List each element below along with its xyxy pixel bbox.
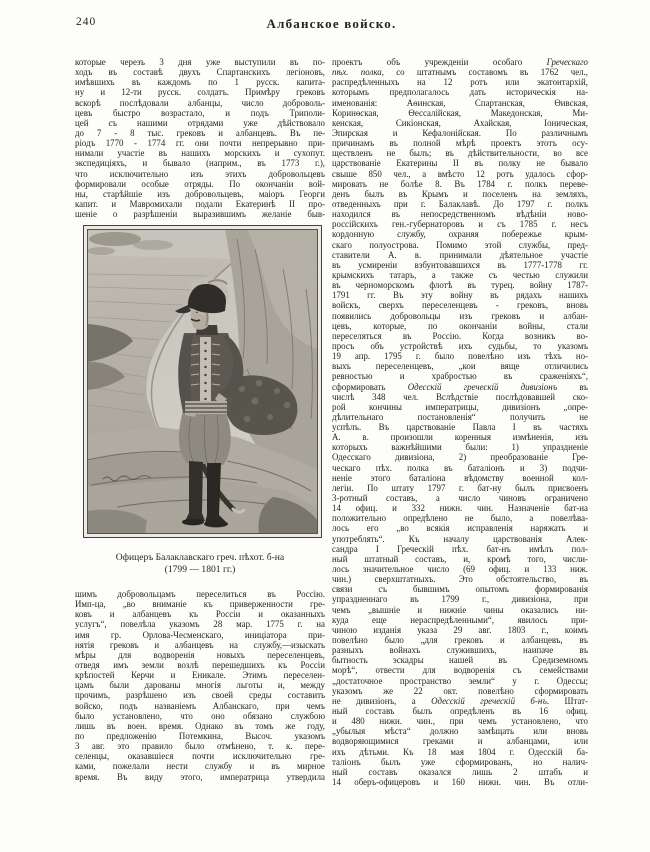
text-line: 14 оберъ-офицеровъ и 160 нижн. чин. Въ отли-: [332, 776, 588, 787]
text-line: распредѣленныхъ на 12 ротъ или экатонтархій,: [332, 77, 588, 88]
text-line: успѣлъ. Въ царствованіе Павла I въ частяхъ: [332, 422, 588, 433]
text-line: ну и 12-ти русск. солдатъ. Примѣру грековъ: [75, 87, 325, 98]
text-line: формировали особые отряды. По окончаніи вой-: [75, 178, 325, 189]
text-line: морѣ“, отвести для водворенія съ семействами: [332, 665, 588, 676]
text-line: отведенныхъ при г. Балаклавѣ. До 1797 г. полкъ: [332, 198, 588, 209]
text-line: Коринѳская, Ѳессалійская, Македонская, Ми-: [332, 107, 588, 118]
text-line: бытность эскадры нашей въ Средиземномъ: [332, 655, 588, 666]
text-line: кенская, Сикіонская, Ахайская, Іоническая,: [332, 117, 588, 128]
text-line: разныхъ войнахъ служившихъ, наипаче въ: [332, 645, 588, 656]
text-line: переселяться въ Россію. Когда возникъ во-: [332, 330, 588, 341]
text-line: 3 авг. это правило было отмѣнено, т. к. пере-: [75, 741, 325, 752]
text-line: въ усмиреніи взбунтовавшихся въ 1777-1778 гг.: [332, 259, 588, 270]
text-line: связи съ бывшимъ опытомъ формированія: [332, 584, 588, 595]
text-line: войско, подъ названіемъ Албанскаго, при чемъ: [75, 700, 325, 711]
text-line: ріодъ 1770 - 1774 гг. они почти непрерывно при-: [75, 138, 325, 149]
text-line: шимъ добровольцамъ переселиться въ Россію.: [75, 589, 325, 599]
figure-caption: [70, 552, 330, 575]
text-line: ный составъ былъ опредѣленъ въ 16 офиц.: [332, 706, 588, 716]
text-line: выхъ переселенцевъ, „кои вяще отличились: [332, 361, 588, 372]
officer-engraving-image: [87, 229, 318, 534]
text-line: ками, пожелали нести службу и въ мирное: [75, 761, 325, 772]
text-line: 3-ротный составъ, а число чиновъ ограничено: [332, 493, 588, 504]
text-line: лось его „во всякія исправленія наряжать и: [332, 523, 588, 534]
text-line: неніе этого баталіона вѣдомству военной кол-: [332, 472, 588, 483]
text-line: водворяющимися греками и албанцами, или: [332, 736, 588, 747]
text-line: положительно опредѣлено не было, а повелѣва-: [332, 513, 588, 524]
text-line: цевъ быстро возрастало, и подъ Триполи-: [75, 107, 325, 118]
text-line: что исключительно изъ этихъ добровольцевъ: [75, 168, 325, 179]
text-line: 1791 гг. Въ эту войну въ рядахъ нашихъ: [332, 290, 588, 301]
text-line: куда еще нераспредѣленными“, явилось при-: [332, 614, 588, 625]
text-line: которыхъ важнѣйшими были: 1) упраздненіе: [332, 442, 588, 453]
text-line: россійскихъ ген.-губернаторовъ и съ 1785 г. несъ: [332, 219, 588, 230]
text-line: шеніе о разрѣшеніи выразившимъ желаніе быв-: [75, 209, 325, 220]
text-line: до 7 - 8 тыс. грековъ и албанцевъ. Въ пе-: [75, 127, 325, 138]
text-line: цамъ были дарованы многія льготы и, между: [75, 680, 325, 691]
figure-frame: [83, 225, 322, 538]
text-line: употреблять“. Къ началу царствованія Алек-: [332, 533, 588, 544]
text-line: Одесскаго дивизіона, 2) преобразованіе Гре-: [332, 452, 588, 463]
text-line: которымъ предполагалось дать историческія на-: [332, 87, 588, 98]
text-line: повелѣно было „для грековъ и албанцевъ, въ: [332, 635, 588, 646]
left-column-bottom: [75, 589, 325, 782]
text-line: нятія грековъ и албанцевъ на службу,—изыскать: [75, 639, 325, 650]
text-line: чемъ „вышніе и нижніе чины оказались ни-: [332, 604, 588, 615]
text-line: таліонъ былъ уже сформированъ, но налич-: [332, 756, 588, 767]
text-line: капит. и Мавромихали подали Екатеринѣ II про-: [75, 198, 325, 209]
text-line: проектъ объ учрежденіи особаго Греческаго: [332, 57, 588, 67]
text-line: 14 офиц. и 332 нижн. чин. Назначеніе бат-на: [332, 503, 588, 514]
text-line: лишь въ воен. время. Однако въ томъ же году,: [75, 720, 325, 731]
text-line: сформировать Одесскій греческій дивизіонъ въ: [332, 381, 588, 392]
text-line: Имп-ца, „во вниманіе къ приверженности гре-: [75, 599, 325, 610]
text-line: по предложенію Потемкина, Высоч. указомъ: [75, 730, 325, 741]
text-line: царствованіе Екатерины II въ полку не бывало: [332, 158, 588, 169]
figure-caption-years: (1799 — 1801 гг.): [164, 563, 236, 575]
text-line: селенцы, оказавшіеся почти исключительно гре-: [75, 751, 325, 762]
text-line: экспедиціяхъ, и бывало (наприм., въ 1773 г.),: [75, 158, 325, 169]
text-line: ковъ и албанцевъ къ Россіи и оказанныхъ: [75, 609, 325, 620]
text-line: имѣвшихъ въ каждомъ по 1 русск. капита-: [75, 77, 325, 88]
text-line: указомъ же 22 окт. повелѣно сформировать: [332, 685, 588, 696]
right-column: [332, 57, 588, 787]
figure-caption-title: Офицеръ Балаклавскаго греч. пѣхот. б-на: [115, 552, 285, 563]
text-line: чин.) сверхштатныхъ. Это обстоятельство, въ: [332, 574, 588, 585]
text-line: ный составъ оказался лишь 2 штабъ и: [332, 766, 588, 777]
text-line: „достаточное пространство земли“ у г. Одессы;: [332, 675, 588, 686]
text-line: въ черноморскомъ флотѣ въ турец. войну 1787-: [332, 280, 588, 291]
text-line: именованія: Аѳинская, Спартанская, Ѳивская,: [332, 97, 588, 108]
left-column-top: [75, 57, 325, 219]
text-line: и 480 нижн. чин., при чемъ установлено, что: [332, 716, 588, 727]
text-line: цей съ нашими отрядами уже дѣйствовало: [75, 117, 325, 128]
text-line: ный штатный составъ, и, кромѣ того, числи-: [332, 553, 588, 564]
text-line: находился въ непосредственномъ вѣдѣніи ново-: [332, 209, 588, 220]
text-line: мировать не болѣе 8. Въ 1784 г. полкъ переве-: [332, 178, 588, 189]
text-line: крѣпостей Керчи и Еникале. Этимъ переселен-: [75, 670, 325, 681]
text-line: войскъ, сверхъ переселенцевъ - грековъ, вновь: [332, 300, 588, 311]
text-line: причинамъ въ полной мѣрѣ проектъ этотъ осу-: [332, 138, 588, 149]
text-line: дѣлительнаго постановленія“ получить не: [332, 411, 588, 422]
text-line: ревностью и храбростью въ сраженіяхъ“,: [332, 371, 588, 382]
text-line: ны, старѣйшіе изъ добровольцевъ, маіоръ Георги: [75, 188, 325, 199]
text-line: мѣры для водворенія новыхъ переселенцевъ,: [75, 649, 325, 660]
text-line: просъ объ устройствѣ ихъ судьбы, то указомъ: [332, 340, 588, 351]
text-line: „убылыя мѣста“ должно замѣщать или вновь: [332, 726, 588, 737]
text-line: цевъ, которые, по окончаніи войны, стали: [332, 320, 588, 331]
text-line: ческаго пѣх. полка въ баталіонъ и 3) подчи-: [332, 462, 588, 473]
page-header-title: Албанское войско.: [266, 16, 397, 31]
text-line: упраздненнаго въ 1799 г., дивизіона, при: [332, 594, 588, 605]
text-line: отведя имъ земли возлѣ перешедшихъ къ Россіи: [75, 659, 325, 670]
text-line: числѣ 348 чел. Вслѣдствіе послѣдовавшей ско-: [332, 391, 588, 402]
text-line: легіи. По штату 1797 г. бат-ну былъ присвоенъ: [332, 482, 588, 493]
text-line: чиною изданія указа 29 авг. 1803 г., коимъ: [332, 624, 588, 635]
text-line: кордонную службу, охраняя побережье крым-: [332, 229, 588, 240]
text-line: денъ былъ въ Крымъ и поселенъ на земляхъ,: [332, 188, 588, 199]
text-line: ходъ въ составѣ двухъ Спартанскихъ легіоновъ,: [75, 67, 325, 78]
text-line: вскорѣ послѣдовали албанцы, число доброволь-: [75, 97, 325, 108]
text-line: нимали участіе въ нашихъ морскихъ и сухопут.: [75, 148, 325, 159]
text-line: 19 апр. 1795 г. было повелѣно изъ тѣхъ но-: [332, 351, 588, 362]
text-line: А. в. произошли коренныя измѣненія, изъ: [332, 432, 588, 443]
text-line: сандра I Греческій пѣх. бат-нъ имѣлъ пол-: [332, 543, 588, 554]
text-line: рой кончины императрицы, дивизіонъ „опре-: [332, 401, 588, 412]
text-line: было установлено, что оно обязано службою: [75, 710, 325, 721]
text-line: имя гр. Орлова-Чесменскаго, иниціатора при-: [75, 629, 325, 640]
text-line: ществленъ не былъ; въ дѣйствительности, во все: [332, 148, 588, 159]
text-line: появились добровольцы изъ грековъ и албан-: [332, 310, 588, 321]
text-line: услугъ“, повелѣла указомъ 28 мар. 1775 г. на: [75, 619, 325, 630]
text-line: Эпирская и Кефалонійская. По различнымъ: [332, 127, 588, 138]
text-line: пѣх. полка, со штатнымъ составомъ въ 1762 чел.,: [332, 67, 588, 78]
text-line: время. Въ виду этого, императрица утвердила: [75, 771, 325, 782]
text-line: прочимъ, разрѣшено изъ своей среды составить: [75, 690, 325, 701]
text-line: ставители А. в. принимали дѣятельное участіе: [332, 249, 588, 260]
text-line: лось значительное число (69 офиц. и 133 ниж.: [332, 564, 588, 575]
text-line: скаго полуострова. Помимо этой службы, пред-: [332, 239, 588, 250]
text-line: крымскихъ татаръ, а также съ честью служили: [332, 269, 588, 280]
text-line: ихъ дѣтьми. Къ 18 мая 1804 г. Одесскій ба-: [332, 746, 588, 757]
page-number: 240: [76, 16, 97, 28]
text-line: которые черезъ 3 дня уже выступили въ по-: [75, 57, 325, 67]
text-line: свыше 850 чел., а вмѣсто 12 ротъ удалось сфор-: [332, 168, 588, 179]
text-line: не дивизіонъ, а Одесскій греческій б-нъ. Штат-: [332, 695, 588, 706]
